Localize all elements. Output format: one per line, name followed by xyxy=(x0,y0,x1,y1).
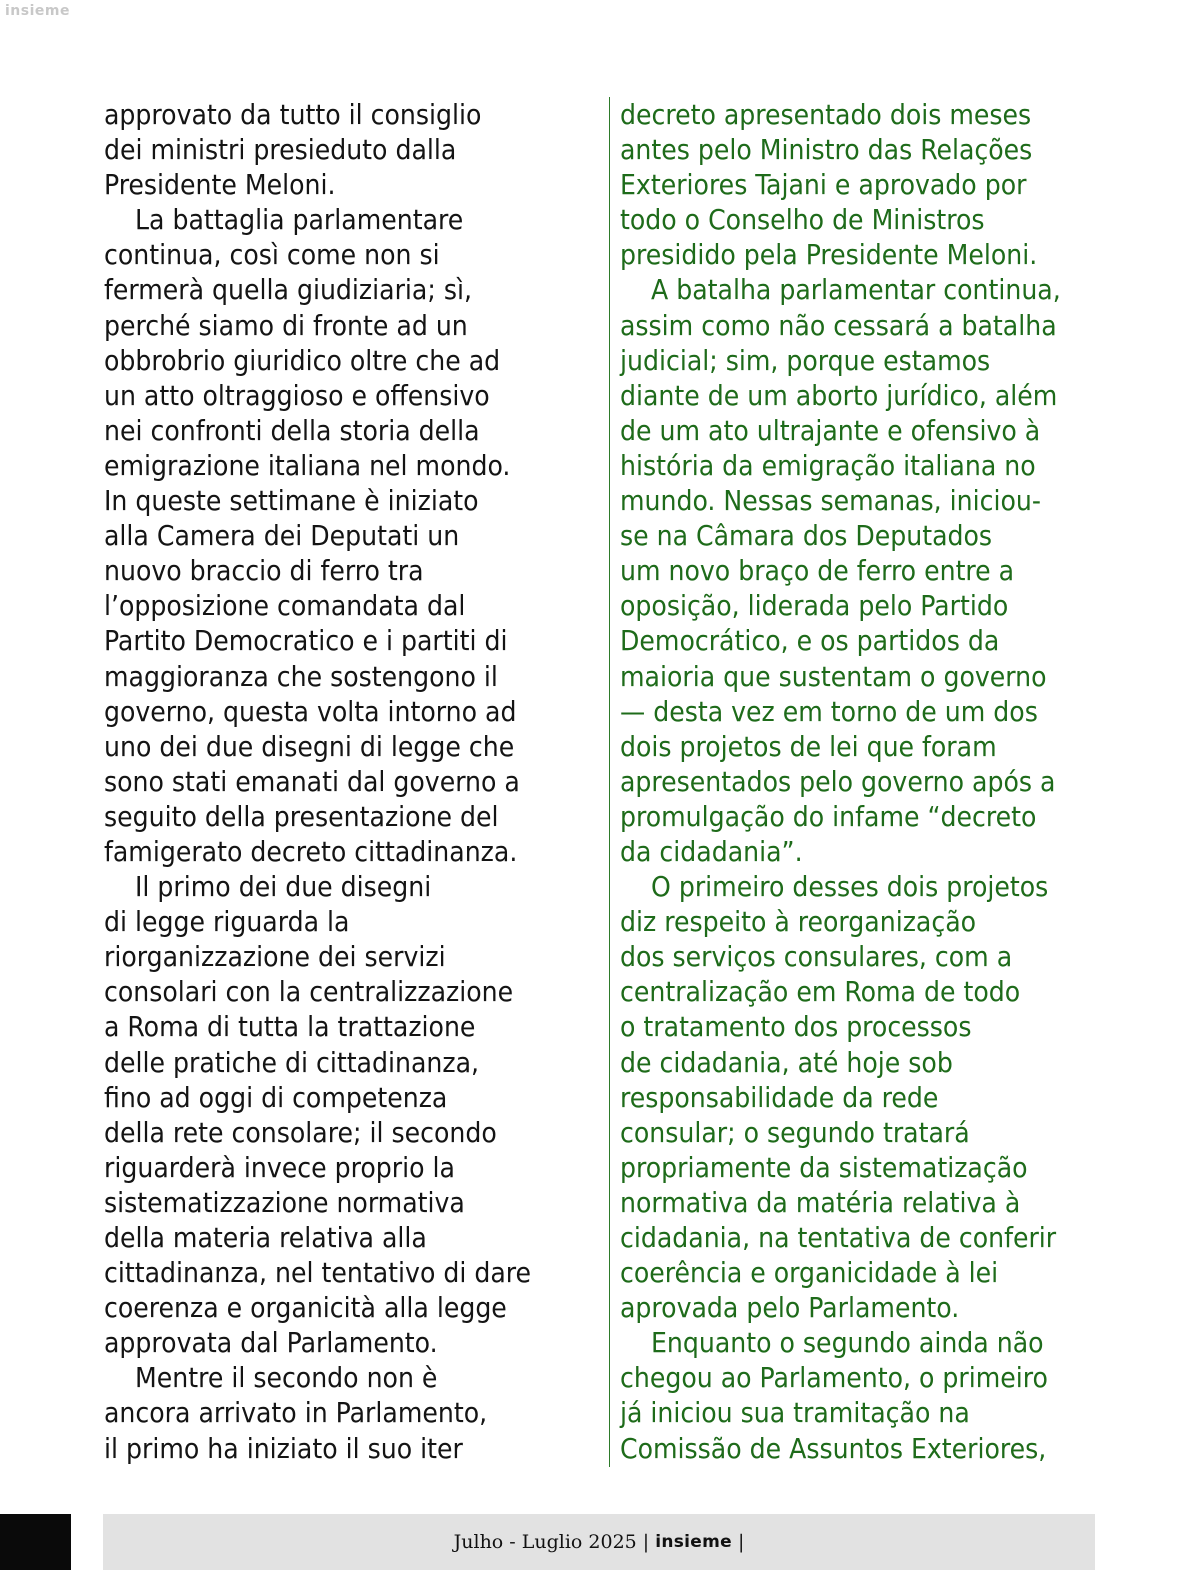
text-line: perché siamo di fronte ad un xyxy=(104,308,468,342)
text-line: dos serviços consulares, com a xyxy=(620,940,1013,974)
text-line: continua, così come non si xyxy=(104,238,440,272)
text-line: emigrazione italiana nel mondo. xyxy=(104,448,511,482)
text-line: consolari con la centralizzazione xyxy=(104,975,514,1009)
text-line: diante de um aborto jurídico, além xyxy=(620,378,1058,412)
text-line: l’opposizione comandata dal xyxy=(104,589,466,623)
text-line: normativa da matéria relativa à xyxy=(620,1185,1021,1219)
text-line: obbrobrio giuridico oltre che ad xyxy=(104,343,501,377)
text-line: uno dei due disegni di legge che xyxy=(104,729,515,763)
text-line: propriamente da sistematização xyxy=(620,1150,1028,1184)
text-line: approvata dal Parlamento. xyxy=(104,1326,438,1360)
text-line: A batalha parlamentar continua, xyxy=(651,273,1061,307)
text-line: riguarderà invece proprio la xyxy=(104,1150,455,1184)
text-line: de cidadania, até hoje sob xyxy=(620,1045,953,1079)
text-line: seguito della presentazione del xyxy=(104,799,499,833)
text-line: riorganizzazione dei servizi xyxy=(104,940,446,974)
text-line: Partito Democratico e i partiti di xyxy=(104,624,508,658)
text-line: delle pratiche di cittadinanza, xyxy=(104,1045,480,1079)
header-brand-logo: insieme xyxy=(5,3,70,19)
page-corner-block xyxy=(0,1514,71,1570)
text-line: nei confronti della storia della xyxy=(104,413,480,447)
text-line: fino ad oggi di competenza xyxy=(104,1080,448,1114)
text-line: Democrático, e os partidos da xyxy=(620,624,1000,658)
text-line: approvato da tutto il consiglio xyxy=(104,98,482,131)
text-line: maggioranza che sostengono il xyxy=(104,659,498,693)
portuguese-column xyxy=(620,97,1110,1466)
text-line: o tratamento dos processos xyxy=(620,1010,972,1044)
text-line: promulgação do infame “decreto xyxy=(620,799,1037,833)
text-line: — desta vez em torno de um dos xyxy=(620,694,1038,728)
text-line: centralização em Roma de todo xyxy=(620,975,1021,1009)
text-line: mundo. Nessas semanas, iniciou- xyxy=(620,484,1041,518)
text-line: Mentre il secondo non è xyxy=(135,1361,438,1395)
text-line: dois projetos de lei que foram xyxy=(620,729,997,763)
text-line: antes pelo Ministro das Relações xyxy=(620,133,1033,167)
text-line: oposição, liderada pelo Partido xyxy=(620,589,1009,623)
text-line: In queste settimane è iniziato xyxy=(104,484,479,518)
text-line: da cidadania”. xyxy=(620,834,803,868)
text-line: La battaglia parlamentare xyxy=(135,203,464,237)
text-line: Il primo dei due disegni xyxy=(135,870,432,904)
text-line: maioria que sustentam o governo xyxy=(620,659,1047,693)
text-line: se na Câmara dos Deputados xyxy=(620,519,993,553)
text-line: chegou ao Parlamento, o primeiro xyxy=(620,1361,1048,1395)
text-line: diz respeito à reorganização xyxy=(620,905,977,939)
text-line: Enquanto o segundo ainda não xyxy=(651,1326,1044,1360)
text-line: responsabilidade da rede xyxy=(620,1080,939,1114)
footer-separator: | xyxy=(737,1531,745,1553)
text-line: fermerà quella giudiziaria; sì, xyxy=(104,273,472,307)
text-line: presidido pela Presidente Meloni. xyxy=(620,238,1038,272)
text-line: todo o Conselho de Ministros xyxy=(620,203,985,237)
text-line: dei ministri presieduto dalla xyxy=(104,133,457,167)
text-line: judicial; sim, porque estamos xyxy=(620,343,991,377)
text-line: alla Camera dei Deputati un xyxy=(104,519,460,553)
text-line: di legge riguarda la xyxy=(104,905,350,939)
text-line: já iniciou sua tramitação na xyxy=(620,1396,970,1430)
text-line: cittadinanza, nel tentativo di dare xyxy=(104,1256,532,1290)
text-line: O primeiro desses dois projetos xyxy=(651,870,1049,904)
text-line: Comissão de Assuntos Exteriores, xyxy=(620,1431,1047,1465)
text-line: assim como não cessará a batalha xyxy=(620,308,1057,342)
text-line: della materia relativa alla xyxy=(104,1221,427,1254)
text-line: aprovada pelo Parlamento. xyxy=(620,1291,960,1325)
footer-date: Julho - Luglio 2025 | xyxy=(453,1531,650,1553)
text-line: un atto oltraggioso e offensivo xyxy=(104,378,490,412)
text-line: de um ato ultrajante e ofensivo à xyxy=(620,413,1041,447)
text-line: Presidente Meloni. xyxy=(104,168,336,202)
text-line: il primo ha iniziato il suo iter xyxy=(104,1431,463,1465)
text-line: Exteriores Tajani e aprovado por xyxy=(620,168,1027,202)
footer-brand-logo: insieme xyxy=(655,1532,732,1552)
text-line: a Roma di tutta la trattazione xyxy=(104,1010,476,1044)
italian-column xyxy=(104,97,594,1466)
text-line: consular; o segundo tratará xyxy=(620,1115,970,1149)
text-line: cidadania, na tentativa de conferir xyxy=(620,1221,1057,1254)
text-line: apresentados pelo governo após a xyxy=(620,764,1056,798)
text-line: coerência e organicidade à lei xyxy=(620,1256,999,1290)
text-line: decreto apresentado dois meses xyxy=(620,98,1032,131)
text-line: della rete consolare; il secondo xyxy=(104,1115,497,1149)
page-footer xyxy=(103,1514,1095,1570)
text-line: ancora arrivato in Parlamento, xyxy=(104,1396,488,1430)
text-line: nuovo braccio di ferro tra xyxy=(104,554,424,588)
text-line: um novo braço de ferro entre a xyxy=(620,554,1015,588)
text-line: sono stati emanati dal governo a xyxy=(104,764,520,798)
text-line: sistematizzazione normativa xyxy=(104,1185,465,1219)
text-line: história da emigração italiana no xyxy=(620,448,1036,482)
text-line: governo, questa volta intorno ad xyxy=(104,694,517,728)
text-line: coerenza e organicità alla legge xyxy=(104,1291,507,1325)
column-divider xyxy=(609,97,610,1467)
text-line: famigerato decreto cittadinanza. xyxy=(104,834,518,868)
